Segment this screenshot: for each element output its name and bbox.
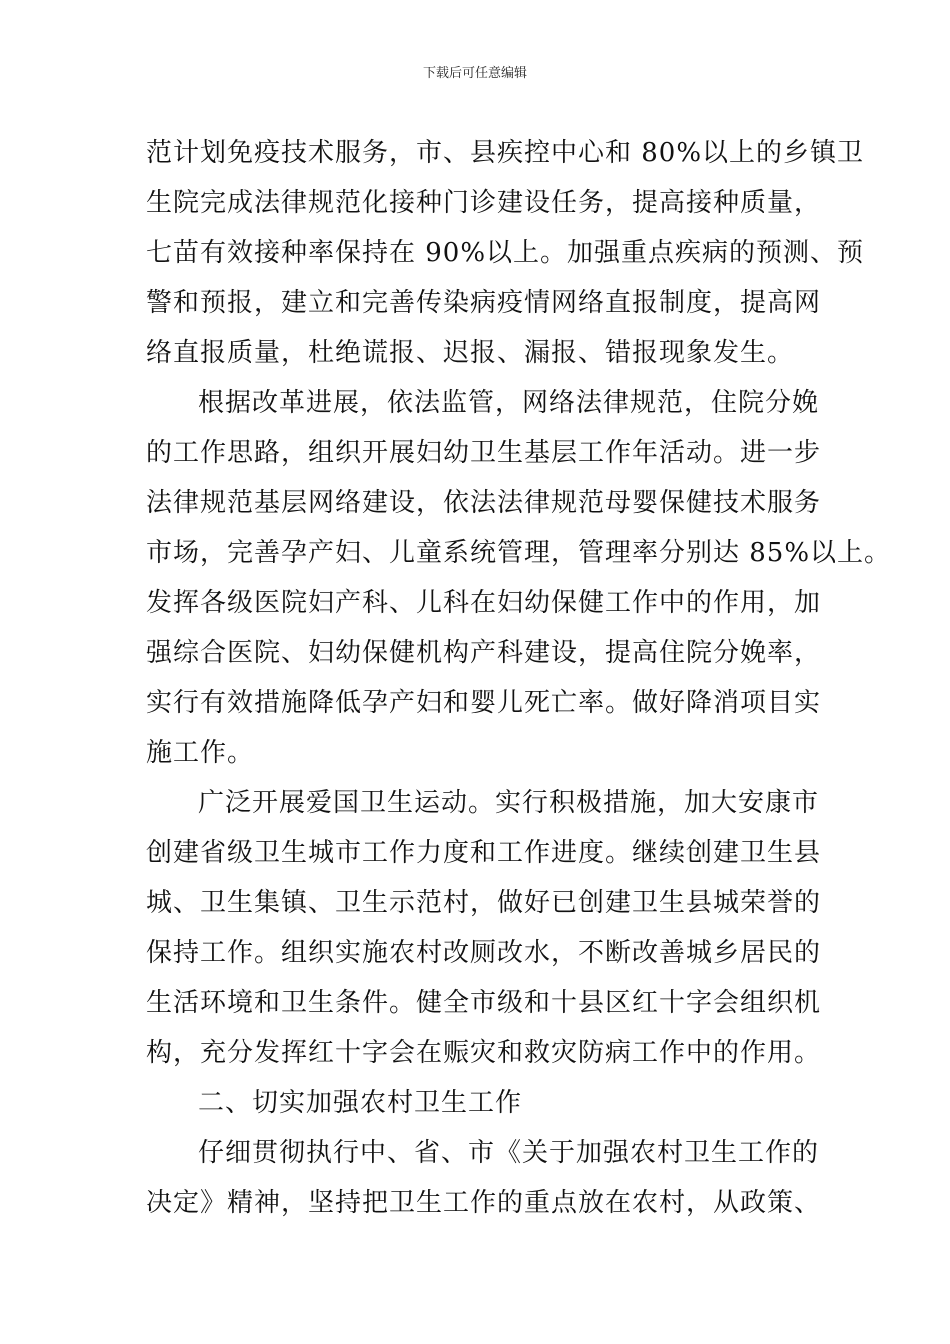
text-line: 生活环境和卫生条件。健全市级和十县区红十字会组织机 [146,988,822,1018]
text-line: 城、卫生集镇、卫生示范村，做好已创建卫生县城荣誉的 [146,888,822,918]
text-line: 决定》精神，坚持把卫生工作的重点放在农村，从政策、 [146,1188,822,1218]
text-line: 市场，完善孕产妇、儿童系统管理，管理率分别达 85%以上。 [146,538,892,568]
document-body [146,128,892,1228]
text-line: 七苗有效接种率保持在 90%以上。加强重点疾病的预测、预 [146,238,865,268]
text-line: 生院完成法律规范化接种门诊建设任务，提高接种质量， [146,188,822,218]
text-line: 发挥各级医院妇产科、儿科在妇幼保健工作中的作用，加 [146,588,822,618]
paragraph-first-line: 仔细贯彻执行中、省、市《关于加强农村卫生工作的 [198,1138,820,1168]
text-line: 范计划免疫技术服务，市、县疾控中心和 80%以上的乡镇卫 [146,138,865,168]
page-header-note: 下载后可任意编辑 [422,66,527,81]
section-heading: 二、切实加强农村卫生工作 [198,1088,523,1118]
paragraph-first-line: 根据改革进展，依法监管，网络法律规范，住院分娩 [198,388,820,418]
text-line: 实行有效措施降低孕产妇和婴儿死亡率。做好降消项目实 [146,688,822,718]
text-line: 构，充分发挥红十字会在赈灾和救灾防病工作中的作用。 [146,1038,822,1068]
text-line: 强综合医院、妇幼保健机构产科建设，提高住院分娩率， [146,638,822,668]
text-line: 保持工作。组织实施农村改厕改水，不断改善城乡居民的 [146,938,822,968]
paragraph-first-line: 广泛开展爱国卫生运动。实行积极措施，加大安康市 [198,788,820,818]
text-line: 法律规范基层网络建设，依法法律规范母婴保健技术服务 [146,488,822,518]
text-line: 创建省级卫生城市工作力度和工作进度。继续创建卫生县 [146,838,822,868]
text-line: 警和预报，建立和完善传染病疫情网络直报制度，提高网 [146,288,822,318]
text-line: 施工作。 [146,738,255,768]
text-line: 络直报质量，杜绝谎报、迟报、漏报、错报现象发生。 [146,338,795,368]
text-line: 的工作思路，组织开展妇幼卫生基层工作年活动。进一步 [146,438,822,468]
